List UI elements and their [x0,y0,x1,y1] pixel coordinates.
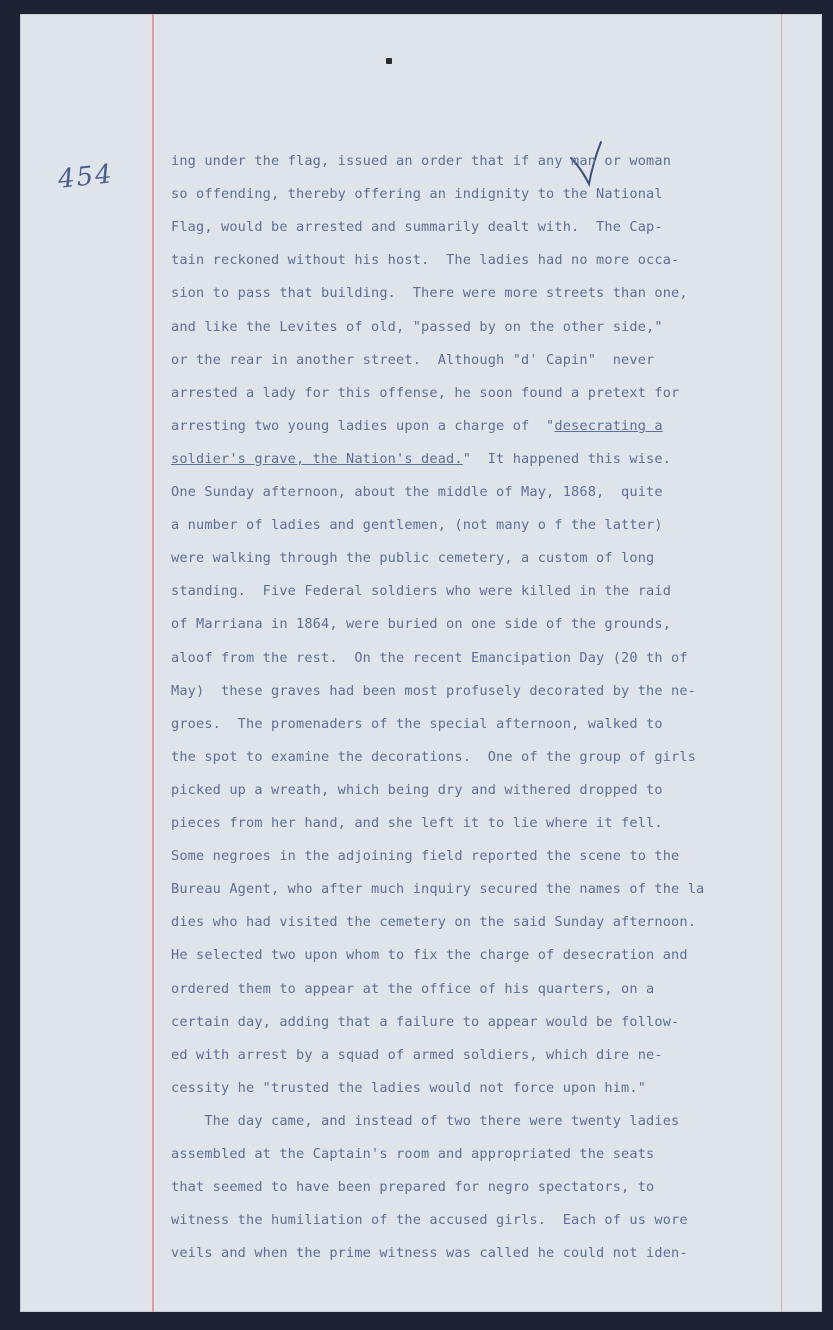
text-line: Flag, would be arrested and summarily dealt with. The Cap- [171,219,663,236]
text-line: dies who had visited the cemetery on the said Sunday afternoon. [171,914,697,931]
text-line: cessity he "trusted the ladies would not force upon him." [171,1079,647,1096]
top-dot-mark [386,58,392,64]
text-line: veils and when the prime witness was called he could not iden- [171,1245,688,1262]
text-line: were walking through the public cemetery, a custom of long [171,550,655,567]
right-margin-rule [781,14,782,1312]
text-line: assembled at the Captain's room and appropriated the seats [171,1146,655,1162]
text-line: a number of ladies and gentlemen, (not many o f the latter) [171,517,663,534]
text-line: or the rear in another street. Although "d' Capin" never [171,351,655,368]
text-line: that seemed to have been prepared for negro spectators, to [171,1179,655,1196]
text-line: aloof from the rest. On the recent Emancipation Day (20 th of [171,649,688,666]
text-line: He selected two upon whom to fix the charge of desecration and [171,947,688,964]
underlined-phrase: soldier's grave, the Nation's dead. [171,450,463,467]
text-line: May) these graves had been most profusely decorated by the ne- [171,682,697,699]
text-line: pieces from her hand, and she left it to lie where it fell. [171,815,663,831]
underlined-phrase: desecrating a [554,417,663,434]
text-line: One Sunday afternoon, about the middle of May, 1868, quite [171,484,663,500]
text-line: arresting two young ladies upon a charge of "desecrating a [171,417,663,434]
text-line: Bureau Agent, who after much inquiry secured the names of the la [171,881,705,898]
text-line: the spot to examine the decorations. One of the group of girls [171,748,697,765]
text-line: tain reckoned without his host. The ladies had no more occa- [171,252,680,269]
text-line: The day came, and instead of two there were twenty ladies [171,1112,680,1129]
text-line: Some negroes in the adjoining field reported the scene to the [171,848,680,865]
text-line: groes. The promenaders of the special afternoon, walked to [171,715,663,732]
text-line: ing under the flag, issued an order that if any man or woman [171,153,672,169]
text-line: sion to pass that building. There were more streets than one, [171,285,688,302]
text-line: soldier's grave, the Nation's dead." It happened this wise. [171,450,672,467]
text-line: picked up a wreath, which being dry and withered dropped to [171,781,663,798]
text-line: ed with arrest by a squad of armed soldiers, which dire ne- [171,1046,663,1063]
text-line: witness the humiliation of the accused girls. Each of us wore [171,1212,688,1229]
text-line: arrested a lady for this offense, he soon found a pretext for [171,384,680,401]
text-line: and like the Levites of old, "passed by on the other side," [171,318,663,335]
left-margin-rule [152,14,154,1312]
text-line: so offending, thereby offering an indignity to the National [171,186,663,203]
text-line: of Marriana in 1864, were buried on one side of the grounds, [171,616,672,633]
text-line: certain day, adding that a failure to appear would be follow- [171,1013,680,1030]
handwritten-page-number: 454 [56,159,116,195]
text-line: standing. Five Federal soldiers who were killed in the raid [171,583,672,600]
text-line: ordered them to appear at the office of his quarters, on a [171,980,655,997]
